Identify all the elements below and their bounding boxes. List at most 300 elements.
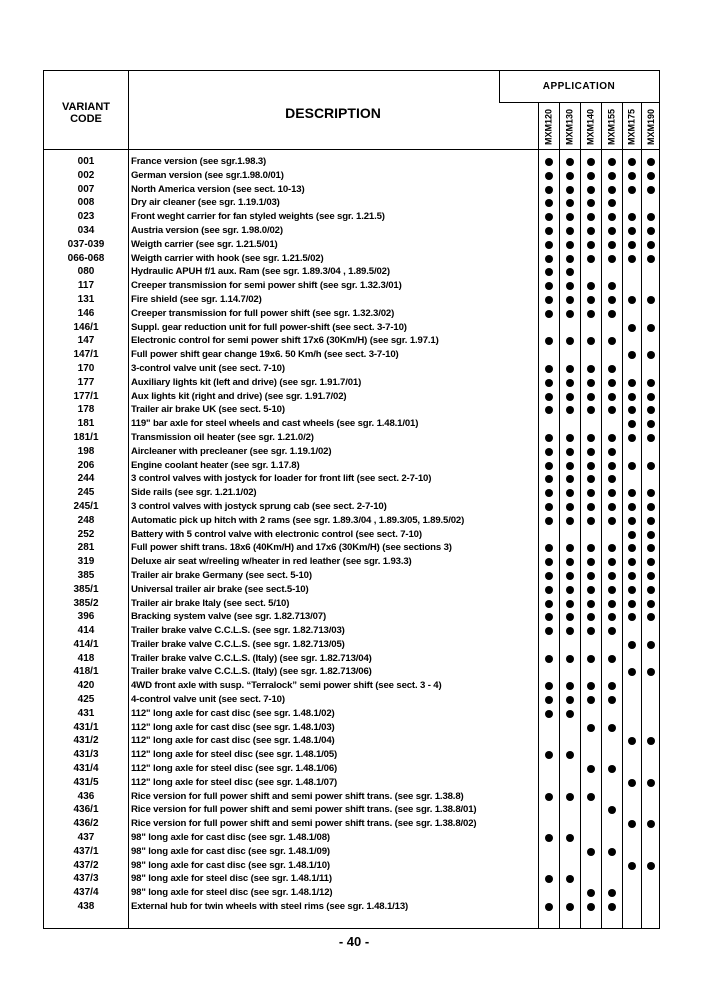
variant-code: 146 — [77, 307, 95, 319]
application-dot — [628, 393, 636, 401]
application-dot — [566, 834, 574, 842]
application-dot — [608, 903, 616, 911]
application-dot — [628, 241, 636, 249]
application-dot — [566, 213, 574, 221]
application-dot — [587, 379, 595, 387]
table-row — [44, 583, 659, 597]
variant-description: Bracking system valve (see sgr. 1.82.713/07) — [131, 611, 326, 623]
application-dot — [566, 696, 574, 704]
table-row — [44, 831, 659, 845]
table-row — [44, 569, 659, 583]
variant-code: 396 — [77, 611, 95, 623]
application-dot — [647, 517, 655, 525]
application-dot — [566, 558, 574, 566]
table-row — [44, 224, 659, 238]
variant-description: Aux lights kit (right and drive) (see sgr. 1.91.7/02) — [131, 390, 347, 402]
application-dot — [608, 682, 616, 690]
application-dot — [587, 337, 595, 345]
application-dot — [587, 889, 595, 897]
application-dot — [628, 296, 636, 304]
application-dot — [545, 544, 553, 552]
application-dot — [545, 655, 553, 663]
header-variant-label: VARIANT — [61, 101, 111, 113]
variant-description: Weigth carrier (see sgr. 1.21.5/01) — [131, 238, 278, 250]
variant-code: 170 — [77, 362, 95, 374]
application-dot — [587, 186, 595, 194]
application-dot — [628, 213, 636, 221]
application-dot — [628, 820, 636, 828]
header-description: DESCRIPTION — [285, 105, 381, 121]
application-dot — [545, 793, 553, 801]
application-dot — [608, 227, 616, 235]
application-dot — [545, 337, 553, 345]
variant-description: Trailer air brake UK (see sect. 5-10) — [131, 404, 285, 416]
table-row — [44, 252, 659, 266]
application-dot — [587, 406, 595, 414]
application-dot — [608, 848, 616, 856]
application-dot — [647, 227, 655, 235]
variant-code: 181/1 — [73, 431, 99, 443]
application-dot — [647, 420, 655, 428]
application-dot — [628, 517, 636, 525]
application-dot — [545, 296, 553, 304]
application-dot — [587, 655, 595, 663]
application-dot — [628, 558, 636, 566]
variant-description: 98" long axle for cast disc (see sgr. 1.48.1/10) — [131, 859, 330, 871]
application-dot — [608, 724, 616, 732]
application-dot — [608, 199, 616, 207]
application-dot — [566, 793, 574, 801]
application-dot — [587, 296, 595, 304]
application-dot — [566, 296, 574, 304]
variant-code: 425 — [77, 694, 95, 706]
table-row — [44, 238, 659, 252]
variant-description: 98" long axle for cast disc (see sgr. 1.48.1/09) — [131, 845, 330, 857]
application-dot — [647, 544, 655, 552]
table-row — [44, 597, 659, 611]
table-row — [44, 734, 659, 748]
variant-description: Hydraulic APUH f/1 aux. Ram (see sgr. 1.89.3/04 , 1.89.5/02) — [131, 266, 390, 278]
application-dot — [566, 434, 574, 442]
variant-code: 008 — [77, 197, 95, 209]
application-dot — [647, 600, 655, 608]
application-dot — [628, 406, 636, 414]
variant-description: External hub for twin wheels with steel rims (see sgr. 1.48.1/13) — [131, 901, 409, 913]
variant-code: 245 — [77, 487, 95, 499]
variant-description: 3-control valve unit (see sect. 7-10) — [131, 362, 285, 374]
variant-description: Fire shield (see sgr. 1.14.7/02) — [131, 293, 262, 305]
application-dot — [587, 793, 595, 801]
application-dot — [647, 296, 655, 304]
table-row — [44, 265, 659, 279]
application-dot — [647, 393, 655, 401]
variant-code: 252 — [77, 528, 95, 540]
application-dot — [608, 462, 616, 470]
table-row — [44, 776, 659, 790]
application-dot — [545, 268, 553, 276]
application-dot — [566, 448, 574, 456]
application-dot — [587, 503, 595, 511]
application-dot — [566, 199, 574, 207]
table-row — [44, 403, 659, 417]
variant-description: 112" long axle for steel disc (see sgr. 1.48.1/05) — [131, 749, 338, 761]
application-dot — [608, 613, 616, 621]
variant-code: 437/2 — [73, 859, 99, 871]
application-dot — [545, 572, 553, 580]
application-dot — [608, 655, 616, 663]
application-dot — [628, 489, 636, 497]
table-row — [44, 348, 659, 362]
variant-code: 431/2 — [73, 735, 99, 747]
application-dot — [545, 199, 553, 207]
variant-description: Trailer brake valve C.C.L.S. (see sgr. 1.82.713/05) — [131, 638, 345, 650]
variant-code: 037-039 — [67, 238, 105, 250]
application-dot — [608, 572, 616, 580]
variant-description: Rice version for full power shift and semi power shift trans. (see sgr. 1.38.8/02) — [131, 818, 477, 830]
application-dot — [566, 241, 574, 249]
application-dot — [587, 158, 595, 166]
variant-code: 178 — [77, 404, 95, 416]
application-dot — [608, 448, 616, 456]
variant-code: 007 — [77, 183, 95, 195]
table-row — [44, 693, 659, 707]
application-dot — [545, 406, 553, 414]
application-dot — [587, 393, 595, 401]
variant-description: Side rails (see sgr. 1.21.1/02) — [131, 487, 257, 499]
table-row — [44, 541, 659, 555]
application-dot — [647, 668, 655, 676]
table-row — [44, 459, 659, 473]
table-row — [44, 762, 659, 776]
table-row — [44, 817, 659, 831]
model-header: MXM120 — [543, 109, 554, 146]
application-dot — [587, 765, 595, 773]
header-code-label: CODE — [70, 113, 102, 125]
application-dot — [608, 296, 616, 304]
application-dot — [628, 158, 636, 166]
application-dot — [566, 158, 574, 166]
application-dot — [545, 365, 553, 373]
table-row — [44, 514, 659, 528]
application-dot — [587, 434, 595, 442]
application-dot — [566, 903, 574, 911]
application-dot — [566, 586, 574, 594]
application-dot — [608, 517, 616, 525]
application-dot — [566, 682, 574, 690]
header-application: APPLICATION — [542, 81, 616, 92]
application-dot — [545, 448, 553, 456]
variant-description: Full power shift trans. 18x6 (40Km/H) and 17x6 (30Km/H) (see sections 3) — [131, 542, 452, 554]
variant-code: 431/3 — [73, 749, 99, 761]
variant-code: 080 — [77, 266, 95, 278]
table-row — [44, 721, 659, 735]
variant-description: France version (see sgr.1.98.3) — [131, 156, 267, 167]
application-dot — [545, 310, 553, 318]
variant-code: 147 — [77, 335, 95, 347]
application-dot — [545, 558, 553, 566]
application-dot — [608, 186, 616, 194]
application-dot — [545, 489, 553, 497]
variant-code: 414 — [77, 625, 95, 637]
application-dot — [647, 572, 655, 580]
variant-code: 420 — [77, 680, 95, 692]
application-dot — [608, 406, 616, 414]
variant-description: Trailer brake valve C.C.L.S. (Italy) (see sgr. 1.82.713/04) — [131, 652, 372, 664]
application-dot — [587, 903, 595, 911]
variant-description: Creeper transmission for full power shift (see sgr. 1.32.3/02) — [131, 307, 395, 319]
application-dot — [628, 420, 636, 428]
application-dot — [566, 710, 574, 718]
variant-code: 248 — [77, 514, 95, 526]
application-dot — [566, 255, 574, 263]
application-dot — [587, 517, 595, 525]
application-dot — [545, 186, 553, 194]
table-row — [44, 334, 659, 348]
application-dot — [647, 255, 655, 263]
application-dot — [545, 903, 553, 911]
application-dot — [587, 213, 595, 221]
table-row — [44, 872, 659, 886]
variant-code: 436 — [77, 790, 95, 802]
application-dot — [608, 889, 616, 897]
application-dot — [566, 227, 574, 235]
application-dot — [608, 255, 616, 263]
application-dot — [647, 172, 655, 180]
table-body — [44, 155, 659, 914]
model-header: MXM190 — [646, 109, 656, 146]
variant-description: 98" long axle for cast disc (see sgr. 1.48.1/08) — [131, 832, 330, 844]
table-row — [44, 900, 659, 914]
application-dot — [647, 737, 655, 745]
table-row — [44, 307, 659, 321]
table-row — [44, 679, 659, 693]
variant-description: 98" long axle for steel disc (see sgr. 1.48.1/11) — [131, 873, 332, 885]
variant-code: 177 — [77, 376, 95, 388]
application-dot — [587, 848, 595, 856]
application-dot — [587, 365, 595, 373]
application-dot — [608, 393, 616, 401]
application-dot — [647, 186, 655, 194]
application-dot — [587, 572, 595, 580]
variant-code: 001 — [77, 156, 95, 167]
variant-code: 437/1 — [73, 845, 99, 857]
application-dot — [545, 213, 553, 221]
application-dot — [545, 682, 553, 690]
application-dot — [587, 600, 595, 608]
variant-description: Creeper transmission for semi power shift (see sgr. 1.32.3/01) — [131, 280, 402, 292]
application-dot — [566, 282, 574, 290]
table-row — [44, 362, 659, 376]
application-dot — [566, 406, 574, 414]
application-dot — [647, 351, 655, 359]
application-dot — [545, 379, 553, 387]
table-row — [44, 431, 659, 445]
table-row — [44, 486, 659, 500]
application-dot — [566, 544, 574, 552]
application-dot — [647, 158, 655, 166]
application-dot — [628, 379, 636, 387]
application-dot — [587, 613, 595, 621]
model-header: MXM175 — [626, 109, 637, 146]
application-dot — [545, 627, 553, 635]
application-dot — [545, 434, 553, 442]
variant-code: 198 — [77, 445, 95, 457]
variant-code: 418 — [77, 652, 95, 664]
application-dot — [628, 462, 636, 470]
application-dot — [545, 613, 553, 621]
variant-code: 177/1 — [73, 390, 99, 402]
variant-description: 112" long axle for steel disc (see sgr. 1.48.1/07) — [131, 776, 338, 788]
variant-code: 431/5 — [73, 776, 99, 788]
application-dot — [566, 393, 574, 401]
application-dot — [566, 310, 574, 318]
variant-description: Trailer brake valve C.C.L.S. (Italy) (see sgr. 1.82.713/06) — [131, 666, 372, 678]
application-dot — [647, 862, 655, 870]
application-dot — [545, 517, 553, 525]
variant-code: 245/1 — [73, 500, 99, 512]
application-dot — [545, 751, 553, 759]
application-dot — [545, 172, 553, 180]
application-dot — [587, 462, 595, 470]
variant-description: 112" long axle for cast disc (see sgr. 1.48.1/03) — [131, 721, 335, 733]
variant-description: Aircleaner with precleaner (see sgr. 1.19.1/02) — [131, 445, 332, 457]
application-dot — [587, 544, 595, 552]
variant-code: 066-068 — [67, 252, 105, 264]
application-dot — [545, 834, 553, 842]
table-row — [44, 748, 659, 762]
variant-description: 3 control valves with jostyck sprung cab (see sect. 2-7-10) — [131, 500, 387, 512]
application-dot — [566, 337, 574, 345]
application-dot — [647, 779, 655, 787]
application-dot — [566, 268, 574, 276]
variant-code: 431 — [77, 707, 95, 719]
application-dot — [647, 489, 655, 497]
variant-description: Trailer air brake Italy (see sect. 5/10) — [131, 597, 290, 609]
application-dot — [545, 696, 553, 704]
variant-description: Transmission oil heater (see sgr. 1.21.0/2) — [131, 431, 314, 443]
application-dot — [566, 600, 574, 608]
application-dot — [628, 544, 636, 552]
table-row — [44, 169, 659, 183]
application-dot — [608, 489, 616, 497]
variant-table — [43, 70, 660, 929]
application-dot — [566, 186, 574, 194]
table-row — [44, 624, 659, 638]
variant-description: Trailer brake valve C.C.L.S. (see sgr. 1.82.713/03) — [131, 625, 345, 637]
variant-code: 023 — [77, 211, 95, 223]
variant-code: 418/1 — [73, 666, 99, 678]
variant-description: 98" long axle for steel disc (see sgr. 1.48.1/12) — [131, 887, 333, 899]
variant-description: Weigth carrier with hook (see sgr. 1.21.5/02) — [131, 252, 324, 264]
variant-description: 112" long axle for cast disc (see sgr. 1.48.1/04) — [131, 735, 335, 747]
application-dot — [545, 875, 553, 883]
application-dot — [587, 558, 595, 566]
application-dot — [545, 158, 553, 166]
variant-description: Automatic pick up hitch with 2 rams (see sgr. 1.89.3/04 , 1.89.3/05, 1.89.5/02) — [131, 514, 465, 526]
model-header: MXM155 — [606, 109, 617, 146]
variant-description: Universal trailer air brake (see sect.5-10) — [131, 583, 309, 595]
variant-description: Front weght carrier for fan styled weights (see sgr. 1.21.5) — [131, 211, 385, 223]
application-dot — [545, 241, 553, 249]
variant-description: 4WD front axle with susp. “Terralock” semi power shift (see sect. 3 - 4) — [131, 680, 442, 692]
application-dot — [545, 503, 553, 511]
header-variant-code — [44, 101, 128, 125]
table-row — [44, 321, 659, 335]
variant-code: 431/4 — [73, 763, 99, 775]
application-dot — [545, 393, 553, 401]
variant-description: Engine coolant heater (see sgr. 1.17.8) — [131, 459, 300, 471]
variant-code: 319 — [77, 556, 95, 568]
application-dot — [608, 241, 616, 249]
variant-code: 147/1 — [73, 349, 99, 361]
variant-description: Deluxe air seat w/reeling w/heater in red leather (see sgr. 1.93.3) — [131, 556, 412, 568]
application-dot — [566, 517, 574, 525]
application-dot — [608, 365, 616, 373]
application-dot — [647, 434, 655, 442]
variant-description: Rice version for full power shift and semi power shift trans. (see sgr. 1.38.8) — [131, 790, 464, 802]
application-dot — [587, 682, 595, 690]
table-row — [44, 472, 659, 486]
application-dot — [587, 310, 595, 318]
table-row — [44, 610, 659, 624]
application-dot — [647, 531, 655, 539]
header-bottom-border — [44, 149, 659, 150]
table-row — [44, 790, 659, 804]
variant-code: 117 — [77, 280, 95, 292]
application-dot — [587, 255, 595, 263]
application-dot — [647, 613, 655, 621]
variant-code: 437 — [77, 832, 95, 844]
application-dot — [647, 462, 655, 470]
application-dot — [608, 434, 616, 442]
application-dot — [628, 600, 636, 608]
application-dot — [608, 379, 616, 387]
variant-description: Electronic control for semi power shift 17x6 (30Km/H) (see sgr. 1.97.1) — [131, 335, 439, 347]
variant-code: 437/3 — [73, 873, 99, 885]
application-dot — [647, 558, 655, 566]
application-dot — [608, 627, 616, 635]
variant-code: 414/1 — [73, 638, 99, 650]
variant-code: 034 — [77, 224, 95, 236]
table-row — [44, 376, 659, 390]
application-dot — [628, 531, 636, 539]
application-dot — [545, 462, 553, 470]
table-row — [44, 652, 659, 666]
application-dot — [587, 724, 595, 732]
application-dot — [566, 503, 574, 511]
variant-description: Dry air cleaner (see sgr. 1.19.1/03) — [131, 197, 280, 209]
application-dot — [647, 406, 655, 414]
application-dot — [566, 875, 574, 883]
variant-description: North America version (see sect. 10-13) — [131, 183, 305, 195]
application-dot — [628, 572, 636, 580]
variant-description: Austria version (see sgr. 1.98.0/02) — [131, 224, 283, 236]
application-dot — [587, 227, 595, 235]
variant-code: 436/2 — [73, 818, 99, 830]
application-dot — [545, 475, 553, 483]
application-dot — [587, 172, 595, 180]
variant-description: 4-control valve unit (see sect. 7-10) — [131, 694, 285, 706]
application-dot — [628, 255, 636, 263]
table-row — [44, 390, 659, 404]
table-row — [44, 555, 659, 569]
application-dot — [566, 379, 574, 387]
application-dot — [608, 213, 616, 221]
model-header: MXM140 — [585, 109, 596, 146]
variant-description: Trailer air brake Germany (see sect. 5-10) — [131, 569, 312, 581]
variant-code: 181 — [77, 418, 95, 430]
variant-description: Rice version for full power shift and semi power shift trans. (see sgr. 1.38.8/01) — [131, 804, 477, 816]
